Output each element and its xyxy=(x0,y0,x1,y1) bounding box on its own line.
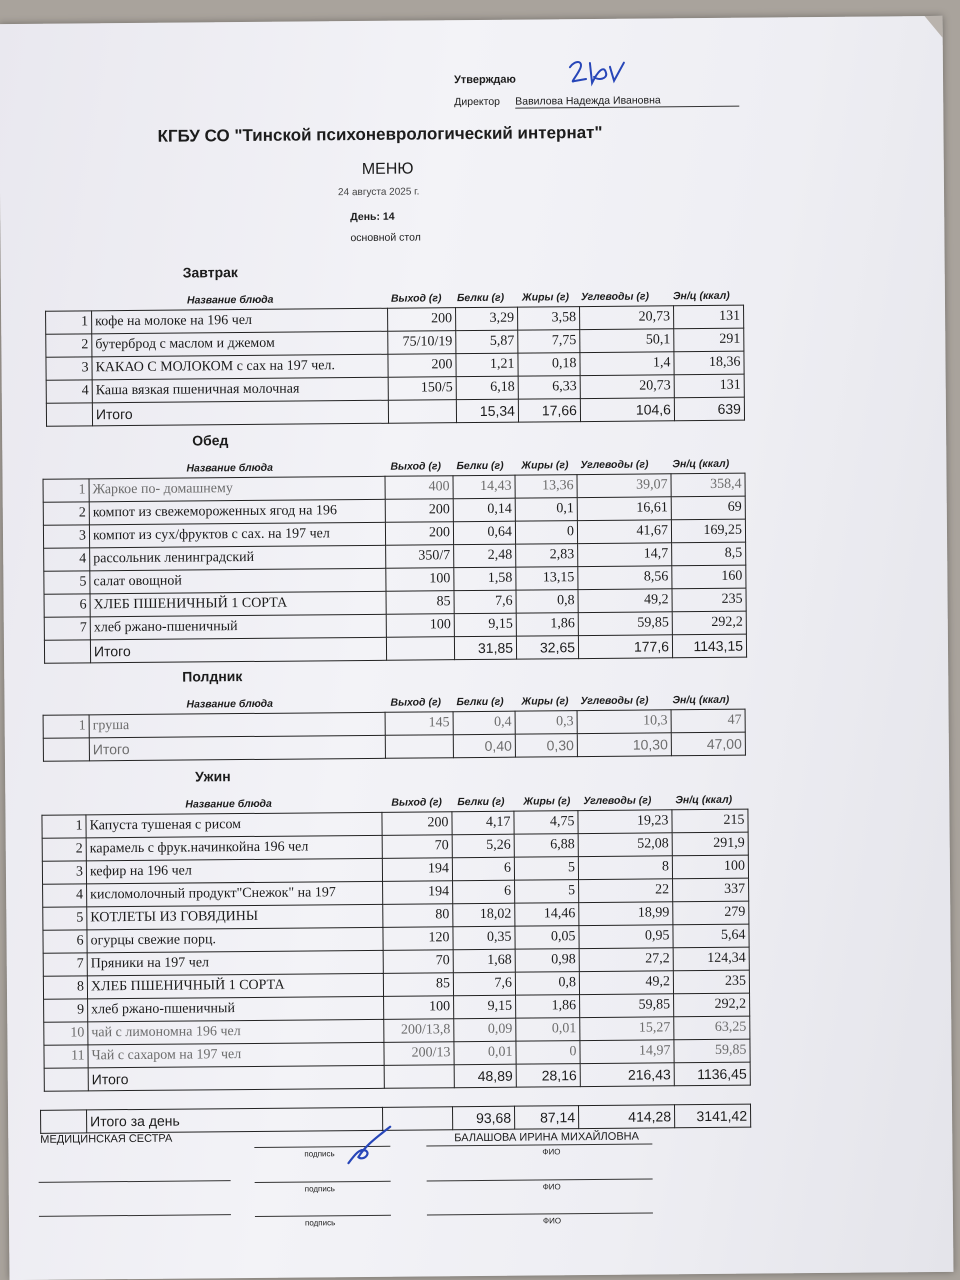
table-row: 5 салат овощной 100 1,58 13,15 8,56 160 xyxy=(44,565,746,594)
table-row: 3 КАКАО С МОЛОКОМ с сах на 197 чел. 200 1,21 0,18 1,4 18,36 xyxy=(46,351,744,380)
signature-line xyxy=(255,1181,391,1183)
lunch-table xyxy=(43,473,748,664)
signature-caption: подпись xyxy=(304,1149,335,1159)
day-total-table xyxy=(40,1104,751,1134)
column-header-breakfast xyxy=(1,288,945,307)
table-row: 7 Пряники на 197 чел 70 1,68 0,98 27,2 124,34 xyxy=(43,947,749,976)
section-title-snack: Полдник xyxy=(182,668,243,685)
organization-name: КГБУ СО "Тинской психоневрологический интернат" xyxy=(157,122,603,146)
menu-sheet xyxy=(0,16,953,1280)
col-energy: Эн/ц (ккал) xyxy=(672,289,730,303)
table-row: 1 Капуста тушеная с рисом 200 4,17 4,75 19,23 215 xyxy=(42,809,748,838)
column-header-snack: Название блюда Выход (г) Белки (г) Жиры (г) Углеводы (г) Эн/ц (ккал) xyxy=(186,693,730,711)
signature-caption: подпись xyxy=(304,1184,336,1194)
table-row: 4 рассольник ленинградский 350/7 2,48 2,83 14,7 8,5 xyxy=(44,542,746,571)
table-row: 4 Каша вязкая пшеничная молочная 150/5 6,18 6,33 20,73 131 xyxy=(46,374,744,403)
dinner-table xyxy=(41,809,750,1092)
total-row: Итого 48,89 28,16 216,43 1136,45 xyxy=(44,1062,750,1091)
table-type: основной стол xyxy=(350,231,421,245)
fio-line xyxy=(427,1178,653,1181)
director-label: Директор xyxy=(454,95,501,109)
column-header-dinner: Название блюда Выход (г) Белки (г) Жиры (г) Углеводы (г) Эн/ц (ккал) xyxy=(185,793,733,811)
blank-line xyxy=(39,1214,231,1217)
col-name: Название блюда xyxy=(186,293,274,307)
day-total-row: Итого за день 93,68 87,14 414,28 3141,42 xyxy=(41,1104,751,1133)
table-row: 1 груша 145 0,4 0,3 10,3 47 xyxy=(43,709,745,738)
table-row: 1 Жаркое по- домашнему 400 14,43 13,36 39,07 358,4 xyxy=(43,473,745,502)
snack-table xyxy=(43,709,746,762)
col-output: Выход (г) xyxy=(390,292,442,305)
breakfast-table xyxy=(45,305,745,427)
approve-label: Утверждаю xyxy=(453,73,516,87)
fio-line xyxy=(427,1212,653,1215)
fio-caption: ФИО xyxy=(542,1216,562,1226)
signature-caption: подпись xyxy=(304,1218,336,1228)
total-row: Итого 15,34 17,66 104,6 639 xyxy=(46,397,744,426)
table-row: 10 чай с лимономна 196 чел 200/13,8 0,09 0,01 15,27 63,25 xyxy=(44,1016,750,1045)
menu-date: 24 августа 2025 г. xyxy=(337,186,420,199)
table-row: 2 карамель с фрук.начинкойна 196 чел 70 5,26 6,88 52,08 291,9 xyxy=(42,832,748,861)
director-name: Вавилова Надежда Ивановна xyxy=(515,94,739,109)
nurse-name: БАЛАШОВА ИРИНА МИХАЙЛОВНА xyxy=(454,1130,639,1145)
nurse-label: МЕДИЦИНСКАЯ СЕСТРА xyxy=(40,1132,173,1146)
table-row: 7 хлеб ржано-пшеничный 100 9,15 1,86 59,85 292,2 xyxy=(44,611,746,640)
col-protein: Белки (г) xyxy=(456,291,505,305)
fio-caption: ФИО xyxy=(542,1147,561,1157)
fio-caption: ФИО xyxy=(542,1182,561,1192)
section-title-lunch: Обед xyxy=(192,432,229,449)
table-row: 5 КОТЛЕТЫ ИЗ ГОВЯДИНЫ 80 18,02 14,46 18,99 279 xyxy=(43,901,749,930)
col-carbs: Углеводы (г) xyxy=(580,290,650,304)
page-title: МЕНЮ xyxy=(361,160,414,178)
table-row: 2 бутерброд с маслом и джемом 75/10/19 5,87 7,75 50,1 291 xyxy=(46,328,744,357)
section-title-dinner: Ужин xyxy=(195,768,231,785)
table-row: 3 кефир на 196 чел 194 6 5 8 100 xyxy=(42,855,748,884)
table-row: 2 компот из свежемороженных ягод на 196 200 0,14 0,1 16,61 69 xyxy=(43,496,745,525)
table-row: 4 кисломолочный продукт"Снежок" на 197 194 6 5 22 337 xyxy=(43,878,749,907)
section-title-breakfast: Завтрак xyxy=(182,264,238,281)
table-row: 9 хлеб ржано-пшеничный 100 9,15 1,86 59,85 292,2 xyxy=(44,993,750,1022)
signature-line xyxy=(255,1215,391,1217)
total-row: Итого 0,40 0,30 10,30 47,00 xyxy=(43,732,745,761)
total-row: Итого 31,85 32,65 177,6 1143,15 xyxy=(44,634,746,663)
column-header-lunch: Название блюда Выход (г) Белки (г) Жиры (г) Углеводы (г) Эн/ц (ккал) xyxy=(186,457,730,475)
nurse-signature-icon xyxy=(344,1125,394,1169)
table-row: 6 огурцы свежие порц. 120 0,35 0,05 0,95 5,64 xyxy=(43,924,749,953)
col-fat: Жиры (г) xyxy=(521,291,570,304)
menu-day: День: 14 xyxy=(350,210,395,224)
table-row: 6 ХЛЕБ ПШЕНИЧНЫЙ 1 СОРТА 85 7,6 0,8 49,2 235 xyxy=(44,588,746,617)
table-row: 8 ХЛЕБ ПШЕНИЧНЫЙ 1 СОРТА 85 7,6 0,8 49,2 235 xyxy=(43,970,749,999)
table-row: 11 Чай с сахаром на 197 чел 200/13 0,01 0 14,97 59,85 xyxy=(44,1039,750,1068)
director-signature-icon xyxy=(564,57,634,92)
table-row: 1 кофе на молоке на 196 чел 200 3,29 3,58 20,73 131 xyxy=(46,305,744,334)
blank-line xyxy=(39,1180,231,1183)
paper-corner xyxy=(925,16,943,38)
table-row: 3 компот из сух/фруктов с сах. на 197 чел 200 0,64 0 41,67 169,25 xyxy=(43,519,745,548)
